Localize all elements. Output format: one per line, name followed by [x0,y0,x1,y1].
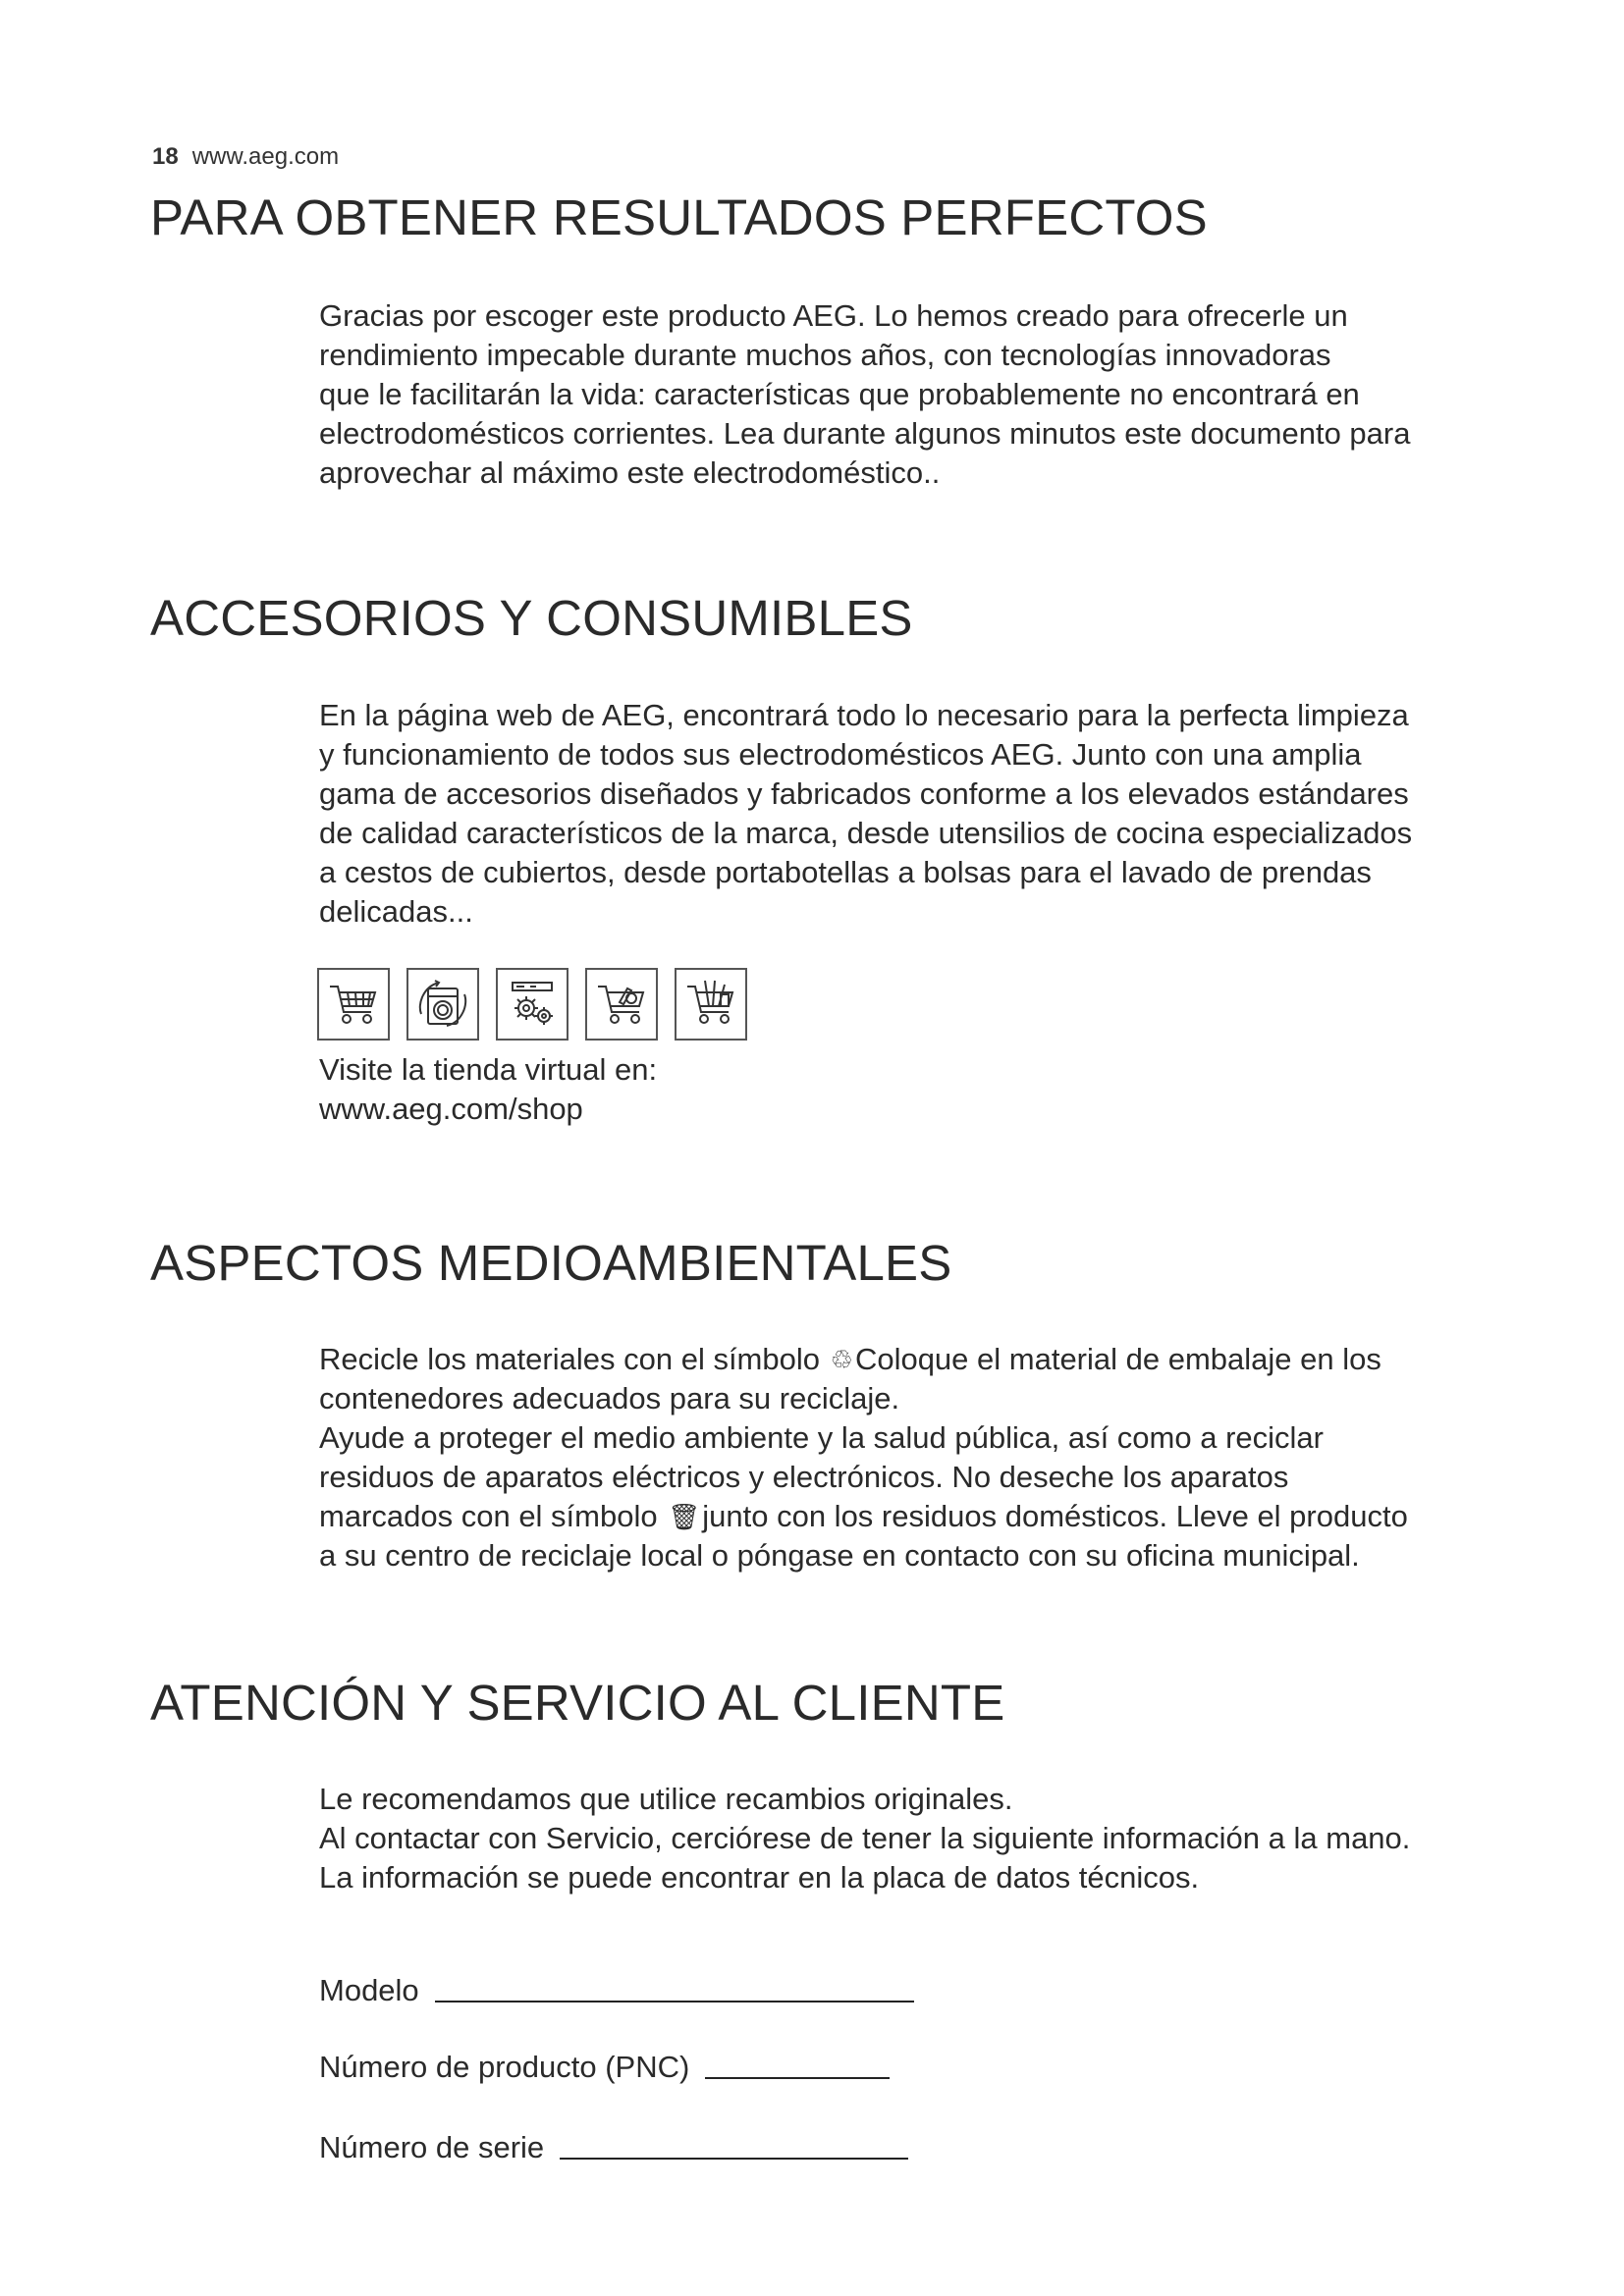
shop-url: www.aeg.com/shop [319,1092,583,1126]
text-fragment: Coloque el material de embalaje en los [854,1342,1381,1376]
text-fragment: junto con los residuos domésticos. Lleve el producto [702,1499,1408,1533]
text-fragment: Recicle los materiales con el símbolo [319,1342,820,1376]
section-body-atencion [319,1780,1527,1897]
section-body-medioambientales [319,1340,1527,1575]
pnc-blank-line[interactable] [705,2076,890,2079]
cart-with-utensils-icon [675,968,747,1041]
pnc-label: Número de producto (PNC) [319,2050,690,2084]
shop-text: Visite la tienda virtual en: [319,1052,658,1087]
model-blank-line[interactable] [435,2000,914,2002]
paragraph-line: contenedores adecuados para su reciclaje. [319,1381,900,1415]
section-body-accesorios [319,696,1527,932]
paragraph-line [319,1497,1527,1536]
shopping-cart-icon [317,968,390,1041]
cart-with-bottles-icon [585,968,658,1041]
model-field[interactable] [319,1973,914,2008]
paragraph-line [319,1340,1527,1379]
gears-icon [496,968,568,1041]
accessory-icons-row [317,968,747,1041]
paragraph-line: electrodomésticos corrientes. Lea durante algunos minutos este documento para [319,416,1411,451]
paragraph-line: delicadas... [319,894,473,929]
serial-label: Número de serie [319,2130,545,2164]
washing-machine-icon [406,968,479,1041]
paragraph-line: Al contactar con Servicio, cerciórese de tener la siguiente información a la mano. [319,1821,1411,1855]
recycle-icon: ♲ [830,1345,853,1374]
shop-info [319,1050,1527,1129]
paragraph-line: En la página web de AEG, encontrará todo lo necesario para la perfecta limpieza [319,698,1409,732]
paragraph-line: Le recomendamos que utilice recambios originales. [319,1782,1013,1816]
page-header [152,143,339,171]
section-body-resultados [319,296,1527,493]
paragraph-line: rendimiento impecable durante muchos años, con tecnologías innovadoras [319,338,1331,372]
paragraph-line: aprovechar al máximo este electrodoméstico.. [319,455,941,490]
paragraph-line: de calidad característicos de la marca, desde utensilios de cocina especializados [319,816,1413,850]
pnc-field[interactable] [319,2050,890,2085]
paragraph-line: gama de accesorios diseñados y fabricados conforme a los elevados estándares [319,776,1409,811]
text-fragment: marcados con el símbolo [319,1499,658,1533]
section-title-accesorios: ACCESORIOS Y CONSUMIBLES [150,590,913,646]
paragraph-line: que le facilitarán la vida: características que probablemente no encontrará en [319,377,1360,411]
paragraph-line: La información se puede encontrar en la placa de datos técnicos. [319,1860,1200,1895]
serial-blank-line[interactable] [560,2157,908,2160]
paragraph-line: Ayude a proteger el medio ambiente y la salud pública, así como a reciclar [319,1420,1324,1455]
model-label: Modelo [319,1973,419,2007]
paragraph-line: y funcionamiento de todos sus electrodomésticos AEG. Junto con una amplia [319,737,1362,772]
section-title-resultados: PARA OBTENER RESULTADOS PERFECTOS [150,189,1208,245]
page-number: 18 [152,143,179,170]
paragraph-line: residuos de aparatos eléctricos y electrónicos. No deseche los aparatos [319,1460,1289,1494]
serial-field[interactable] [319,2130,908,2165]
paragraph-line: a cestos de cubiertos, desde portabotellas a bolsas para el lavado de prendas [319,855,1372,889]
website-url: www.aeg.com [191,143,340,170]
paragraph-line: a su centro de reciclaje local o póngase en contacto con su oficina municipal. [319,1538,1360,1573]
section-title-atencion: ATENCIÓN Y SERVICIO AL CLIENTE [150,1675,1005,1731]
section-title-medioambientales: ASPECTOS MEDIOAMBIENTALES [150,1235,952,1291]
paragraph-line: Gracias por escoger este producto AEG. Lo hemos creado para ofrecerle un [319,298,1348,333]
crossed-bin-icon: 🗑 [668,1502,701,1531]
